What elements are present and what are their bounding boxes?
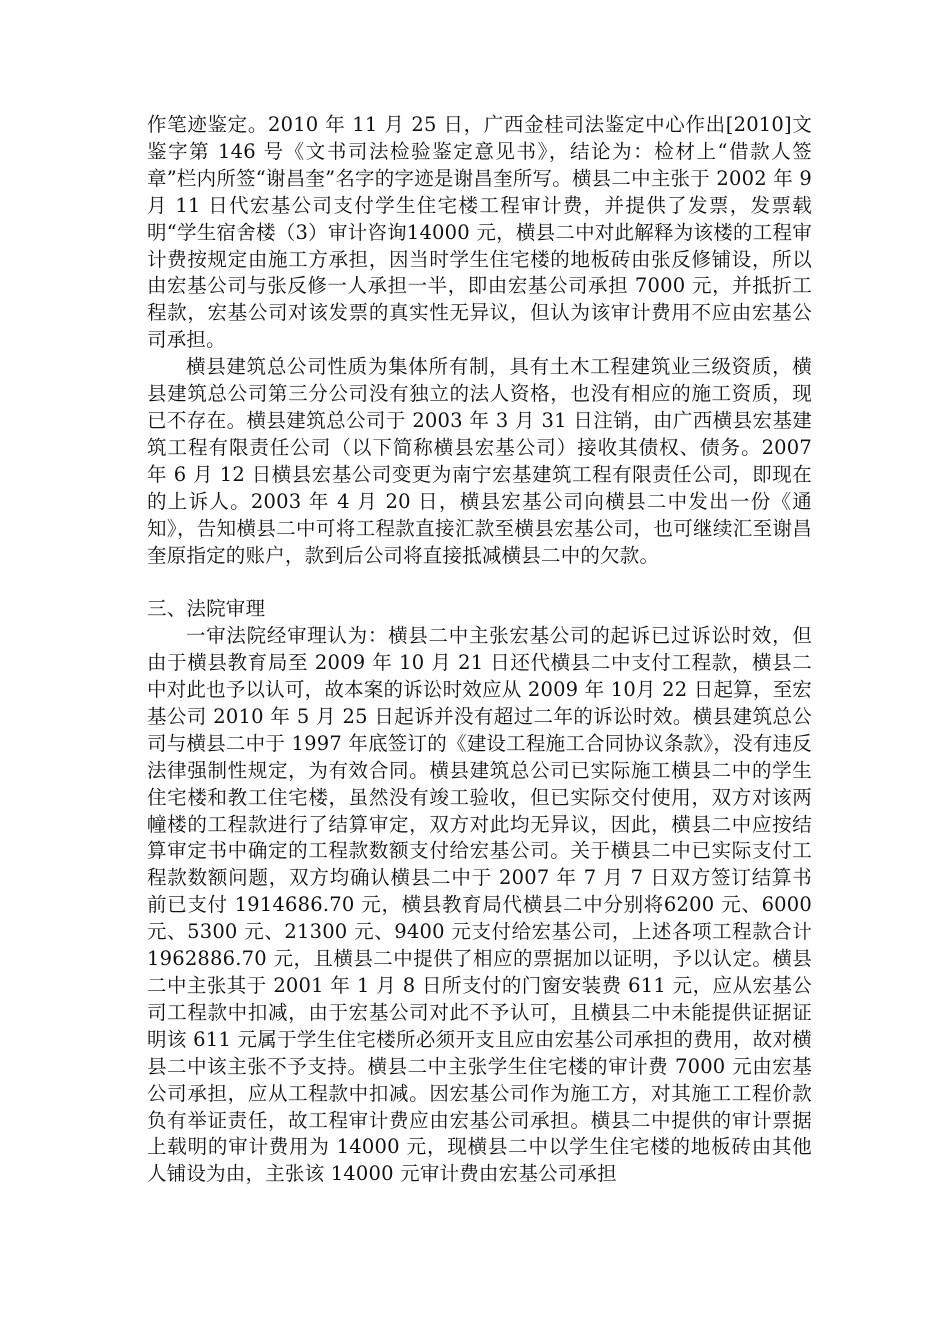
- paragraph-evidence-and-audit-fee: 作笔迹鉴定。2010 年 11 月 25 日，广西金桂司法鉴定中心作出[2010]文鉴字第 146 号《文书司法检验鉴定意见书》，结论为：检材上“借款人签章”栏内所签“谢昌奎”名字的字迹是谢昌奎所写。横县二中主张于 2002 年 9 月 11 日代宏基公司支付学生住宅楼工程审计费，并提供了发票，发票载明“学生宿舍楼（3）审计咨询14000 元，横县二中对此解释为该楼的工程审计费按规定由施工方承担，因当时学生住宅楼的地板砖由张反修铺设，所以由宏基公司与张反修一人承担一半，即由宏基公司承担 7000 元，并抵折工程款，宏基公司对该发票的真实性无异议，但认为该审计费用不应由宏基公司承担。: [147, 113, 812, 352]
- paragraph-court-review: 一审法院经审理认为：横县二中主张宏基公司的起诉已过诉讼时效，但由于横县教育局至 2009 年 10 月 21 日还代横县二中支付工程款，横县二中对此也予以认可，故本案的诉讼时效应从 2009 年 10月 22 日起算，至宏基公司 2010 年 5 月 25 日起诉并没有超过二年的诉讼时效。横县建筑总公司与横县二中于 1997 年底签订的《建设工程施工合同协议条款》，没有违反法律强制性规定，为有效合同。横县建筑总公司已实际施工横县二中的学生住宅楼和教工住宅楼，虽然没有竣工验收，但已实际交付使用，双方对该两幢楼的工程款进行了结算审定，双方对此均无异议，因此，横县二中应按结算审定书中确定的工程款数额支付给宏基公司。关于横县二中已实际支付工程款数额问题，双方均确认横县二中于 2007 年 7 月 7 日双方签订结算书前已支付 1914686.70 元，横县教育局代横县二中分别将6200 元、6000 元、5300 元、21300 元、9400 元支付给宏基公司，上述各项工程款合计 1962886.70 元，且横县二中提供了相应的票据加以证明，予以认定。横县二中主张其于 2001 年 1 月 8 日所支付的门窗安装费 611 元，应从宏基公司工程款中扣减，由于宏基公司对此不予认可，且横县二中未能提供证据证明该 611 元属于学生住宅楼所必须开支且应由宏基公司承担的费用，故对横县二中该主张不予支持。横县二中主张学生住宅楼的审计费 7000 元由宏基公司承担，应从工程款中扣减。因宏基公司作为施工方，对其施工工程价款负有举证责任，故工程审计费应由宏基公司承担。横县二中提供的审计票据上载明的审计费用为 14000 元，现横县二中以学生住宅楼的地板砖由其他人铺设为由，主张该 14000 元审计费由宏基公司承担: [147, 624, 812, 1186]
- document-body: [147, 112, 812, 1188]
- section-heading: 三、法院审理: [147, 597, 266, 621]
- paragraph-spacer: [147, 569, 812, 596]
- paragraph-company-background: 横县建筑总公司性质为集体所有制，具有土木工程建筑业三级资质，横县建筑总公司第三分公司没有独立的法人资格，也没有相应的施工资质，现已不存在。横县建筑总公司于 2003 年 3 月 31 日注销，由广西横县宏基建筑工程有限责任公司（以下简称横县宏基公司）接收其债权、债务。2007 年 6 月 12 日横县宏基公司变更为南宁宏基建筑工程有限责任公司，即现在的上诉人。2003 年 4 月 20 日，横县宏基公司向横县二中发出一份《通知》，告知横县二中可将工程款直接汇款至横县宏基公司，也可继续汇至谢昌奎原指定的账户，款到后公司将直接抵减横县二中的欠款。: [147, 355, 812, 567]
